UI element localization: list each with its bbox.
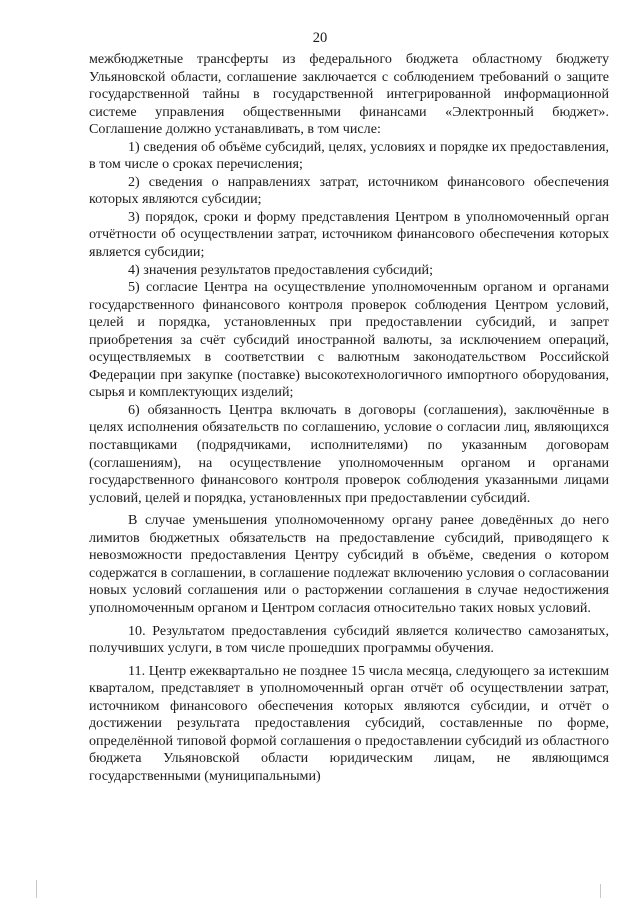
list-item-4: 4) значения результатов предоставления субсидий; [128, 261, 434, 278]
page-number: 20 [312, 30, 328, 46]
scan-edge-mark-right [600, 884, 601, 898]
list-item-2: 2) сведения о направлениях затрат, источником финансового обеспечения которых являются субсидии; [89, 173, 609, 208]
paragraph-continuation: межбюджетные трансферты из федерального бюджета областному бюджету Ульяновской области, соглашение заключается с соблюдением требований о защите государственной тайны в государственной интегрированной информационной системе управления общественными финансами «Электронный бюджет». Соглашение должно устанавливать, в том числе: [89, 51, 609, 138]
document-body [89, 51, 609, 785]
scan-edge-mark-left [36, 880, 37, 898]
list-item-1: 1) сведения об объёме субсидий, целях, условиях и порядке их предоставления, в том числе о сроках перечисления; [89, 138, 609, 173]
paragraph-limits-reduction: В случае уменьшения уполномоченному органу ранее доведённых до него лимитов бюджетных обязательств на предоставление субсидий, приводящего к невозможности предоставления Центру субсидий в объёме, сведения о котором содержатся в соглашении, в соглашение подлежат включению условия о согласовании новых условий соглашения или о расторжении соглашения в случае недостижения уполномоченным органом и Центром согласия относительно таких новых условий. [89, 512, 609, 616]
list-item-3: 3) порядок, сроки и форму представления Центром в уполномоченный орган отчётности об осуществлении затрат, источником финансового обеспечения которых является субсидии; [89, 208, 609, 261]
clause-11: 11. Центр ежеквартально не позднее 15 числа месяца, следующего за истекшим кварталом, представляет в уполномоченный орган отчёт об осуществлении затрат, источником финансового обеспечения которых являются субсидии, и отчёт о достижении результата предоставления субсидий, составленные по форме, определённой типовой формой соглашения о предоставлении субсидий из областного бюджета Ульяновской области юридическим лицам, не являющимся государственными (муниципальными) [89, 662, 609, 784]
list-item-6: 6) обязанность Центра включать в договоры (соглашения), заключённые в целях исполнения обязательств по соглашению, условие о согласии лиц, являющихся поставщиками (подрядчиками, исполнителями) по указанным договорам (соглашениям), на осуществление уполномоченным органом и органами государственного финансового контроля проверок соблюдения указанными лицами условий, целей и порядка, установленных при предоставлении субсидий. [89, 401, 609, 506]
list-item-5: 5) согласие Центра на осуществление уполномоченным органом и органами государственного финансового контроля проверок соблюдения Центром условий, целей и порядка, установленных при предоставлении субсидий, и запрет приобретения за счёт субсидий иностранной валюты, за исключением операций, осуществляемых в соответствии с валютным законодательством Российской Федерации при закупке (поставке) высокотехнологичного импортного оборудования, сырья и комплектующих изделий; [89, 279, 609, 401]
clause-10: 10. Результатом предоставления субсидий является количество самозанятых, получивших услуги, в том числе прошедших программы обучения. [89, 622, 609, 657]
